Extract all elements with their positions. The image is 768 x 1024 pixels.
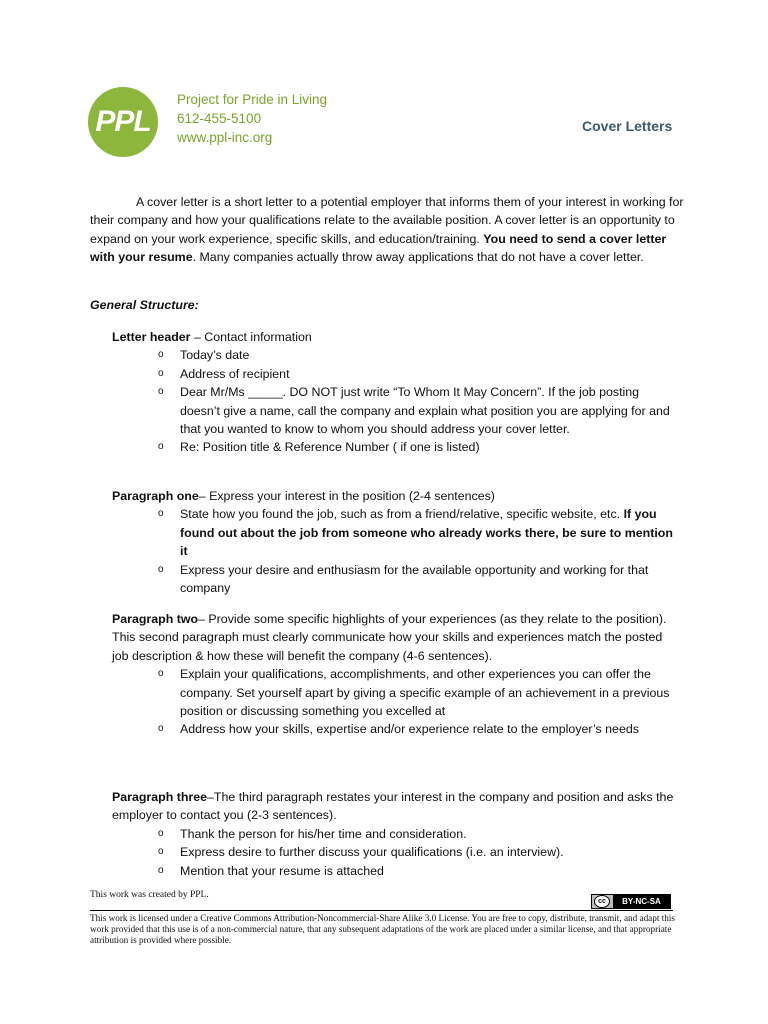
list-item [112, 365, 680, 383]
cc-license-badge[interactable] [591, 894, 671, 909]
intro-text-bold: You need to send a cover letter with your resume [90, 231, 667, 265]
paragraph-three-list [112, 825, 682, 880]
paragraph-two-list [112, 665, 682, 739]
list-item [112, 825, 680, 843]
list-item-text: Thank the person for his/her time and consideration. [180, 826, 467, 841]
list-item [112, 561, 680, 598]
section-paragraph-three [112, 788, 682, 880]
intro-text-b: . Many companies actually throw away applications that do not have a cover letter. [192, 250, 644, 265]
list-item [112, 505, 680, 560]
logo-text: PPL [95, 105, 151, 138]
bullet: o [158, 668, 164, 680]
footer-license-text: This work is licensed under a Creative Commons Attribution-Noncommercial-Share Alike 3.0 License. You are free to copy, distribute, transmit, and adapt this work provided that this use is of a non-commercial nature, that any subsequent adaptations of the work are placed under a similar license, and that appropriate attribution is provided where possible. [90, 913, 675, 945]
list-item-bold-text: If you found out about the job from someone who already works there, be sure to mention it [180, 507, 673, 559]
bullet: o [158, 846, 164, 858]
org-phone: 612-455-5100 [177, 111, 262, 126]
list-item-text: Address of recipient [180, 366, 290, 381]
bullet: o [158, 367, 164, 379]
list-item-text: Mention that your resume is attached [180, 863, 384, 878]
section-desc: – Contact information [190, 330, 312, 344]
list-item-text: Express your desire and enthusiasm for the available opportunity and working for that company [180, 562, 649, 596]
bullet: o [158, 723, 164, 735]
intro-text-a: A cover letter is a short letter to a potential employer that informs them of your interest in working for their company and how your qualifications relate to the available position. A cover letter is an opportunity to expand on your work experience, specific skills, and education/training. [90, 195, 684, 246]
footer-created-by: This work was created by PPL. [90, 890, 209, 900]
section-desc: – Express your interest in the position (2-4 sentences) [198, 489, 495, 503]
letter-header-list [112, 346, 682, 456]
org-contact-block [177, 90, 327, 147]
list-item [112, 346, 680, 364]
bullet: o [158, 827, 164, 839]
section-letter-header [112, 328, 682, 457]
page-title: Cover Letters [582, 118, 673, 134]
section-desc: – Provide some specific highlights of your experiences (as they relate to the position). This second paragraph must clearly communicate how your skills and experiences match the posted job description & how these will benefit the company (4-6 sentences). [112, 612, 667, 663]
list-item [112, 383, 680, 438]
bullet: o [158, 508, 164, 520]
org-name: Project for Pride in Living [177, 92, 328, 107]
bullet: o [158, 563, 164, 575]
cc-badge-text: BY-NC-SA [613, 895, 670, 908]
section-paragraph-two [112, 610, 682, 739]
footer-divider [90, 910, 673, 911]
section-heading: Paragraph one [112, 489, 199, 503]
list-item [112, 843, 680, 861]
cc-icon: cc [594, 895, 610, 908]
bullet: o [158, 441, 164, 453]
bullet: o [158, 386, 164, 398]
list-item-text: Dear Mr/Ms _____. DO NOT just write “To Whom It May Concern”. If the job posting doesn’t give a name, call the company and explain what position you are applying for and that you wanted to know to whom you should address your cover letter. [180, 385, 670, 437]
ppl-logo [88, 87, 158, 157]
section-desc: –The third paragraph restates your interest in the company and position and asks the employer to contact you (2-3 sentences). [112, 790, 674, 823]
list-item-text: Express desire to further discuss your qualifications (i.e. an interview). [180, 845, 564, 860]
list-item-text: State how you found the job, such as from a friend/relative, specific website, etc. [180, 507, 621, 522]
general-structure-heading: General Structure: [90, 298, 199, 312]
org-website: www.ppl-inc.org [177, 130, 273, 145]
paragraph-one-list [112, 505, 682, 597]
list-item-text: Re: Position title & Reference Number ( if one is listed) [180, 440, 480, 455]
section-paragraph-one [112, 487, 682, 597]
list-item-text: Explain your qualifications, accomplishments, and other experiences you can offer the company. Set yourself apart by giving a specific example of an achievement in a previous position or discussing something you excelled at [180, 667, 670, 719]
list-item [112, 438, 680, 456]
section-heading: Letter header [112, 330, 191, 344]
list-item [112, 665, 680, 720]
list-item-text: Today’s date [180, 348, 250, 363]
list-item [112, 862, 680, 880]
list-item-text: Address how your skills, expertise and/or experience relate to the employer’s needs [180, 722, 639, 737]
list-item [112, 720, 680, 738]
section-heading: Paragraph three [112, 790, 208, 804]
section-heading: Paragraph two [112, 612, 199, 626]
intro-paragraph [90, 193, 690, 267]
bullet: o [158, 349, 164, 361]
bullet: o [158, 864, 164, 876]
